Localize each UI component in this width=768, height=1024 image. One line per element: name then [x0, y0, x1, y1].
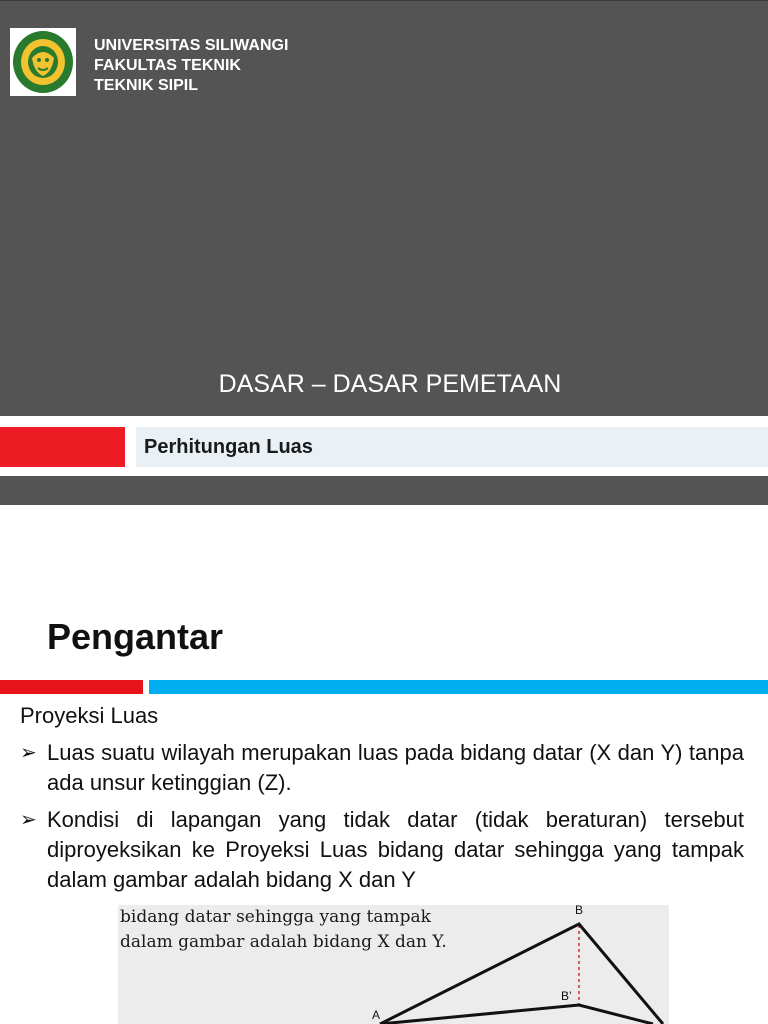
- arrowhead-bullet-icon: ➢: [20, 809, 37, 831]
- section-heading: Proyeksi Luas: [20, 703, 159, 728]
- university-logo-icon: [10, 28, 76, 96]
- slide-subtitle: Perhitungan Luas: [144, 436, 313, 458]
- title-slide: [0, 0, 768, 505]
- arrowhead-bullet-icon: ➢: [20, 742, 37, 764]
- department-name: TEKNIK SIPIL: [94, 77, 199, 94]
- list-item: [20, 738, 744, 798]
- bullet-text: Luas suatu wilayah merupakan luas pada bidang datar (X dan Y) tanpa ada unsur ketinggian (Z).: [47, 740, 744, 795]
- projection-figure: [118, 905, 669, 1024]
- subtitle-box: [136, 427, 768, 467]
- caption-line: dalam gambar adalah bidang X dan Y.: [120, 932, 447, 952]
- title-rule-blue: [149, 680, 768, 694]
- point-label-a: A: [372, 1008, 381, 1022]
- bullet-list: [20, 738, 744, 902]
- faculty-name: FAKULTAS TEKNIK: [94, 57, 241, 74]
- point-label-b: B: [575, 905, 584, 917]
- university-name: UNIVERSITAS SILIWANGI: [94, 37, 289, 54]
- institution-header: [94, 36, 288, 96]
- title-rule-red: [0, 680, 143, 694]
- point-label-b-prime: B’: [561, 989, 572, 1003]
- section-title: Pengantar: [47, 616, 224, 657]
- accent-block: [0, 427, 125, 467]
- list-item: [20, 805, 744, 895]
- figure-caption: [120, 905, 500, 955]
- seal-icon: [10, 28, 76, 96]
- bullet-text: Kondisi di lapangan yang tidak datar (tidak beraturan) tersebut diproyeksikan ke Proyeksi Luas bidang datar sehingga yang tampak dalam gambar adalah bidang X dan Y: [47, 807, 744, 892]
- slide-title: DASAR – DASAR PEMETAAN: [218, 370, 562, 398]
- projected-outline: [380, 1005, 653, 1024]
- caption-line: bidang datar sehingga yang tampak: [120, 907, 431, 927]
